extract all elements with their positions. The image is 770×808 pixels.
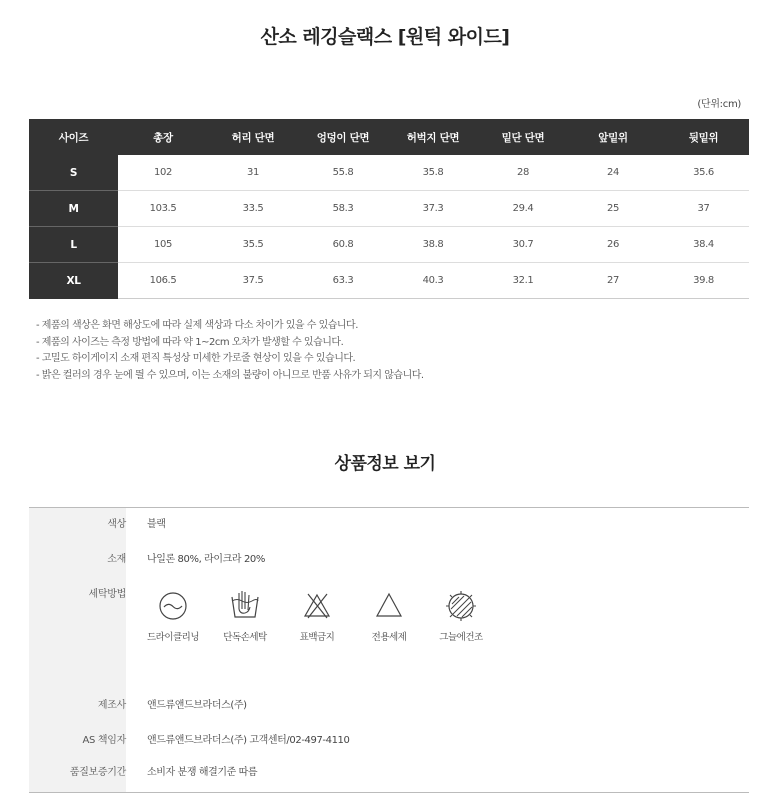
product-info-table [29,507,749,793]
warranty-label: 품질보증기간 [29,758,126,792]
care-item-label: 표백금지 [299,632,335,643]
material-label: 소재 [29,545,126,581]
care-item [425,589,497,643]
table-cell: 38.4 [658,227,749,263]
shade-dry-icon [444,589,478,623]
table-cell: 55.8 [298,155,388,191]
size-label: S [29,155,118,191]
table-row [29,191,749,227]
care-label: 세탁방법 [29,581,126,682]
material-value: 나일론 80%, 라이크라 20% [147,554,265,565]
care-item [281,589,353,643]
table-cell: 35.5 [208,227,298,263]
color-label: 색상 [29,508,126,545]
no-bleach-icon [300,589,334,623]
info-row-warranty [29,758,749,792]
table-cell: 37.3 [388,191,478,227]
table-cell: 35.8 [388,155,478,191]
table-row [29,155,749,191]
table-row [29,227,749,263]
as-label: AS 책임자 [29,720,126,758]
info-row-care [29,581,749,682]
warranty-value: 소비자 분쟁 해결기준 따름 [147,767,258,778]
info-row-material [29,545,749,581]
info-row-as [29,720,749,758]
care-item [353,589,425,643]
table-cell: 35.6 [658,155,749,191]
header-hip: 엉덩이 단면 [298,119,388,155]
unit-note: (단위:cm) [697,99,741,110]
note-item: - 제품의 색상은 화면 해상도에 따라 실제 색상과 다소 차이가 있을 수 있습니다. [36,320,358,331]
note-item: - 고밀도 하이게이지 소재 편직 특성상 미세한 가로줄 현상이 있을 수 있습니다. [36,353,356,364]
size-table-header-row [29,119,749,155]
care-item-label: 드라이클리닝 [146,632,200,643]
size-label: L [29,227,118,263]
note-item: - 제품의 사이즈는 측정 방법에 따라 약 1~2cm 오차가 발생할 수 있습니다. [36,336,344,348]
product-info-title: 상품정보 보기 [334,454,436,474]
table-cell: 106.5 [118,263,208,299]
table-cell: 60.8 [298,227,388,263]
hand-wash-icon [228,589,262,623]
table-cell: 32.1 [478,263,568,299]
table-cell: 26 [568,227,658,263]
table-cell: 103.5 [118,191,208,227]
as-value: 앤드류앤드브라더스(주) 고객센터/02-497-4110 [147,735,350,746]
table-cell: 33.5 [208,191,298,227]
notes-list [36,318,424,384]
table-cell: 40.3 [388,263,478,299]
note-item: - 밝은 컬러의 경우 눈에 띌 수 있으며, 이는 소재의 불량이 아니므로 반품 사유가 되지 않습니다. [36,369,424,381]
maker-label: 제조사 [29,682,126,720]
table-cell: 24 [568,155,658,191]
care-item-label: 전용세제 [371,632,407,643]
table-cell: 28 [478,155,568,191]
table-cell: 39.8 [658,263,749,299]
table-cell: 25 [568,191,658,227]
care-item-label: 그늘에건조 [439,632,483,643]
care-item [209,589,281,643]
care-item-label: 단독손세탁 [223,632,267,643]
size-label: M [29,191,118,227]
table-cell: 58.3 [298,191,388,227]
table-cell: 27 [568,263,658,299]
header-total-length: 총장 [118,119,208,155]
table-cell: 30.7 [478,227,568,263]
table-cell: 29.4 [478,191,568,227]
page-title: 산소 레깅슬랙스 [원턱 와이드] [260,26,510,48]
info-row-color [29,508,749,545]
dry-clean-icon [156,589,190,623]
table-cell: 37 [658,191,749,227]
header-front-rise: 앞밑위 [568,119,658,155]
header-waist: 허리 단면 [208,119,298,155]
care-item [137,589,209,643]
size-label: XL [29,263,118,299]
header-hem: 밑단 단면 [478,119,568,155]
table-cell: 37.5 [208,263,298,299]
header-back-rise: 뒷밑위 [658,119,749,155]
size-table [29,119,749,299]
table-cell: 105 [118,227,208,263]
table-cell: 38.8 [388,227,478,263]
care-icons [137,581,749,643]
care-value [126,581,749,682]
maker-value: 앤드류앤드브라더스(주) [147,700,247,711]
table-cell: 102 [118,155,208,191]
header-thigh: 허벅지 단면 [388,119,478,155]
info-row-maker [29,682,749,720]
table-cell: 63.3 [298,263,388,299]
neutral-detergent-icon [372,589,406,623]
color-value: 블랙 [147,519,166,530]
table-cell: 31 [208,155,298,191]
table-row [29,263,749,299]
header-size: 사이즈 [29,119,118,155]
